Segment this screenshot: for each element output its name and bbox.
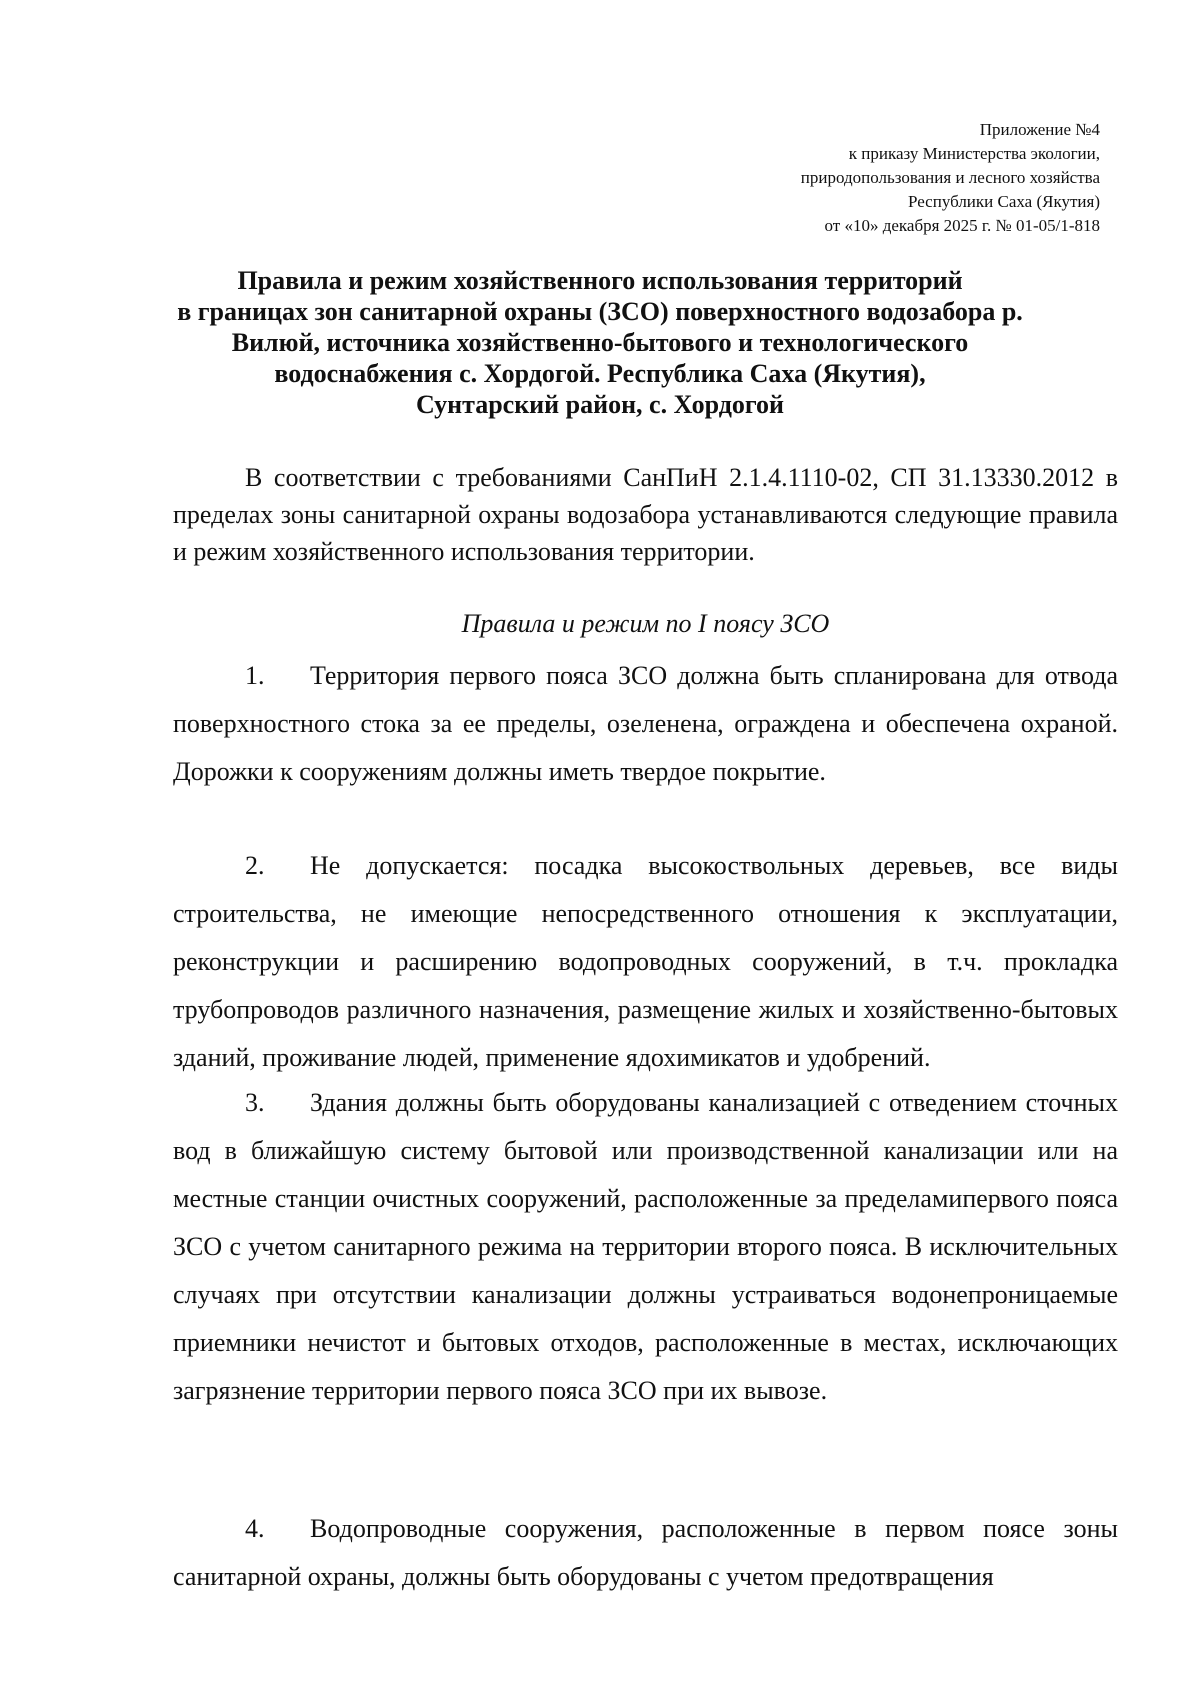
appendix-line: от «10» декабря 2025 г. № 01-05/1-818 [824, 216, 1100, 235]
intro-paragraph: В соответствии с требованиями СанПиН 2.1.4.1110-02, СП 31.13330.2012 в пределах зоны санитарной охраны водозабора устанавливаются следующие правила и режим хозяйственного использования территории. [173, 463, 1118, 566]
list-item [173, 1079, 1118, 1415]
document-title [150, 265, 1050, 420]
appendix-line: Республики Саха (Якутия) [907, 192, 1100, 211]
item-number: 2. [245, 851, 265, 880]
item-text: Водопроводные сооружения, расположенные в первом поясе зоны санитарной охраны, должны быть оборудованы с учетом предотвращения [173, 1514, 1118, 1591]
title-line: Правила и режим хозяйственного использования территорий [237, 266, 963, 295]
list-item [173, 652, 1118, 796]
title-line: водоснабжения с. Хордогой. Республика Саха (Якутия), [274, 359, 926, 388]
list-item [173, 1505, 1118, 1601]
item-text: Здания должны быть оборудованы канализацией с отведением сточных вод в ближайшую систему бытовой или производственной канализации или на местные станции очистных сооружений, расположенные за пределамипервого пояса ЗСО с учетом санитарного режима на территории второго пояса. В исключительных случаях при отсутствии канализации должны устраиваться водонепроницаемые приемники нечистот и бытовых отходов, расположенные в местах, исключающих загрязнение территории первого пояса ЗСО при их вывозе. [173, 1088, 1118, 1405]
item-text: Не допускается: посадка высокоствольных деревьев, все виды строительства, не имеющие непосредственного отношения к эксплуатации, реконструкции и расширению водопроводных сооружений, в т.ч. прокладка трубопроводов различного назначения, размещение жилых и хозяйственно-бытовых зданий, проживание людей, применение ядохимикатов и удобрений. [173, 851, 1118, 1072]
item-number: 1. [245, 661, 265, 690]
title-line: Сунтарский район, с. Хордогой [416, 390, 784, 419]
title-line: в границах зон санитарной охраны (ЗСО) поверхностного водозабора р. [177, 297, 1023, 326]
item-number: 4. [245, 1514, 265, 1543]
list-item [173, 842, 1118, 1082]
appendix-line: к приказу Министерства экологии, [848, 144, 1100, 163]
appendix-line: Приложение №4 [979, 120, 1100, 139]
item-text: Территория первого пояса ЗСО должна быть спланирована для отвода поверхностного стока за ее пределы, озеленена, ограждена и обеспечена охраной. Дорожки к сооружениям должны иметь твердое покрытие. [173, 661, 1118, 786]
section-heading: Правила и режим по I поясу ЗСО [461, 609, 830, 638]
appendix-line: природопользования и лесного хозяйства [800, 168, 1100, 187]
appendix-block [801, 118, 1100, 238]
item-number: 3. [245, 1088, 265, 1117]
title-line: Вилюй, источника хозяйственно-бытового и технологического [231, 328, 969, 357]
